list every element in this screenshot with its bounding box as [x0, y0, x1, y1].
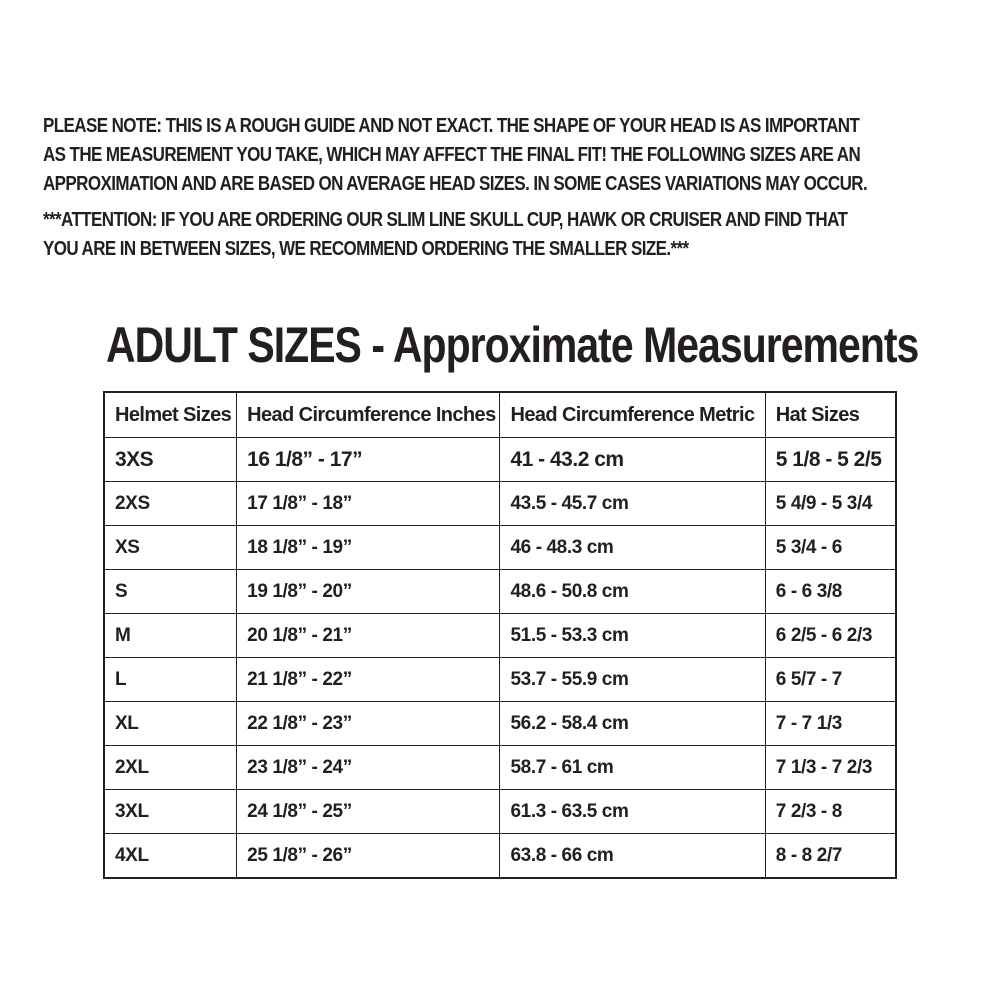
table-cell: 18 1/8” - 19” [237, 526, 500, 570]
table-cell: 4XL [104, 834, 237, 879]
table-cell: 61.3 - 63.5 cm [500, 790, 765, 834]
table-cell: 22 1/8” - 23” [237, 702, 500, 746]
table-row [104, 482, 896, 526]
table-cell: L [104, 658, 237, 702]
page-title: ADULT SIZES - Approximate Measurements [106, 317, 919, 373]
table-cell: 6 5/7 - 7 [765, 658, 896, 702]
table-head [104, 392, 896, 438]
column-header: Head Circumference Inches [237, 392, 500, 438]
table-row [104, 834, 896, 879]
table-cell: 20 1/8” - 21” [237, 614, 500, 658]
table-cell: 2XL [104, 746, 237, 790]
table-cell: 46 - 48.3 cm [500, 526, 765, 570]
table-cell: 7 2/3 - 8 [765, 790, 896, 834]
table-cell: 24 1/8” - 25” [237, 790, 500, 834]
table-cell: 56.2 - 58.4 cm [500, 702, 765, 746]
table-cell: 25 1/8” - 26” [237, 834, 500, 879]
table-row [104, 614, 896, 658]
table-cell: 17 1/8” - 18” [237, 482, 500, 526]
attention-paragraph [43, 206, 847, 264]
table-cell: 6 2/5 - 6 2/3 [765, 614, 896, 658]
table-row [104, 702, 896, 746]
table-cell: S [104, 570, 237, 614]
table-cell: 41 - 43.2 cm [500, 438, 765, 482]
table-header-row [104, 392, 896, 438]
table-cell: 16 1/8” - 17” [237, 438, 500, 482]
table-cell: M [104, 614, 237, 658]
table-row [104, 526, 896, 570]
size-table [103, 391, 897, 879]
table-row [104, 438, 896, 482]
table-cell: XL [104, 702, 237, 746]
column-header: Helmet Sizes [104, 392, 237, 438]
table-cell: 7 1/3 - 7 2/3 [765, 746, 896, 790]
table-cell: 3XL [104, 790, 237, 834]
table-cell: 5 4/9 - 5 3/4 [765, 482, 896, 526]
table-cell: 53.7 - 55.9 cm [500, 658, 765, 702]
column-header: Head Circumference Metric [500, 392, 765, 438]
table-cell: 48.6 - 50.8 cm [500, 570, 765, 614]
notice-paragraph [43, 112, 867, 199]
table-cell: 5 1/8 - 5 2/5 [765, 438, 896, 482]
notice-line: PLEASE NOTE: THIS IS A ROUGH GUIDE AND NOT EXACT. THE SHAPE OF YOUR HEAD IS AS IMPORTANT [43, 115, 860, 137]
table-cell: 21 1/8” - 22” [237, 658, 500, 702]
table-cell: 43.5 - 45.7 cm [500, 482, 765, 526]
table-cell: XS [104, 526, 237, 570]
attention-line: ***ATTENTION: IF YOU ARE ORDERING OUR SLIM LINE SKULL CUP, HAWK OR CRUISER AND FIND THAT [43, 209, 848, 231]
attention-line: YOU ARE IN BETWEEN SIZES, WE RECOMMEND ORDERING THE SMALLER SIZE.*** [43, 238, 689, 260]
notice-line: AS THE MEASUREMENT YOU TAKE, WHICH MAY AFFECT THE FINAL FIT! THE FOLLOWING SIZES ARE AN [43, 144, 861, 166]
table-cell: 51.5 - 53.3 cm [500, 614, 765, 658]
table-cell: 7 - 7 1/3 [765, 702, 896, 746]
table-cell: 8 - 8 2/7 [765, 834, 896, 879]
table-row [104, 746, 896, 790]
table-cell: 2XS [104, 482, 237, 526]
table-cell: 5 3/4 - 6 [765, 526, 896, 570]
table-row [104, 790, 896, 834]
table-body [104, 438, 896, 879]
table-cell: 23 1/8” - 24” [237, 746, 500, 790]
table-cell: 19 1/8” - 20” [237, 570, 500, 614]
table-cell: 3XS [104, 438, 237, 482]
table-row [104, 570, 896, 614]
table-row [104, 658, 896, 702]
column-header: Hat Sizes [765, 392, 896, 438]
notice-line: APPROXIMATION AND ARE BASED ON AVERAGE HEAD SIZES. IN SOME CASES VARIATIONS MAY OCCUR. [43, 173, 868, 195]
table-cell: 6 - 6 3/8 [765, 570, 896, 614]
table-cell: 63.8 - 66 cm [500, 834, 765, 879]
table-cell: 58.7 - 61 cm [500, 746, 765, 790]
